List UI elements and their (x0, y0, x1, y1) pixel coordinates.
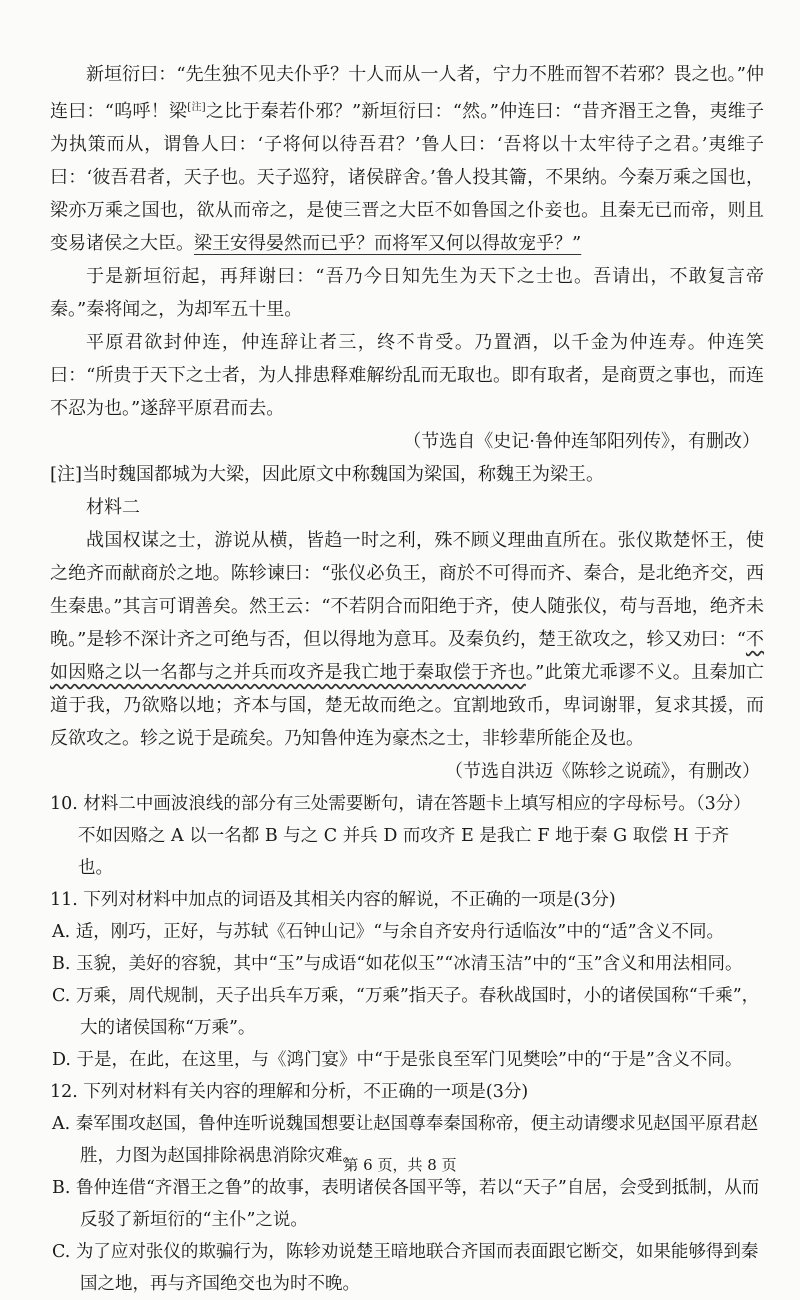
passage2-paragraph (50, 524, 764, 755)
page-footer: 第 6 页，共 8 页 (343, 1156, 457, 1174)
question-11-option-d: D. 于是，在此，在这里，与《鸿门宴》中“于是张良至军门见樊哙”中的“于是”含义不同。 (52, 1050, 743, 1070)
question-10-text: 不如因赂之 A 以一名都 B 与之 C 并兵 D 而攻齐 E 是我亡 F 地于秦 G 取偿 H 于齐也。 (78, 826, 730, 878)
question-12-option-b: B. 鲁仲连借“齐湣王之鲁”的故事，表明诸侯各国平等，若以“天子”自居，会受到抵制，从而反驳了新垣衍的“主仆”之说。 (52, 1178, 760, 1230)
question-12-option-c: C. 为了应对张仪的欺骗行为，陈轸劝说楚王暗地联合齐国而表面跟它断交，如果能够得到秦国之地，再与齐国绝交也为时不晚。 (52, 1242, 759, 1294)
passage2-text: 战国权谋之士，游说从横，皆趋一时之利，殊不顾义理曲直所在。张仪欺楚怀王，使之绝齐而献商於之地。陈轸谏曰：“张仪必负王，商於不可得而齐、秦合，是北绝齐交，西生秦患。”其言可谓善矣。然王云：“不若阴合而阳绝于齐，使人随张仪，苟与吾地，绝齐未晚。”是轸不深计齐之可绝与否，但以得地为意耳。及秦负约，楚王欲攻之，轸又劝曰：“ (50, 530, 764, 650)
passage1-text-cont: 之比于秦若仆邪？”新垣衍曰：“然。”仲连曰：“昔齐湣王之鲁，夷维子为执策而从，谓鲁人曰：‘子将何以待吾君？’鲁人曰：‘吾将以十太牢待子之君。’夷维子曰：‘彼吾君者，天子也。天子巡狩，诸侯辟舍。’鲁人投其籥，不果纳。今秦万乘之国也，梁亦万乘之国也，欲从而帝之，是使三晋之大臣不如鲁国之仆妾也。且秦无已而帝，则且变易诸侯之大臣。 (50, 101, 764, 254)
annotation-note: [注]当时魏国都城为大梁，因此原文中称魏国为梁国，称魏王为梁王。 (50, 464, 605, 485)
question-11-option-a: A. 适，刚巧，正好，与苏轼《石钟山记》“与余自齐安舟行适临汝”中的“适”含义不同。 (52, 922, 725, 942)
passage2-text-cont: 。”此策尤乖谬不义。且秦加亡道于我，乃欲赂以地；齐本与国，楚无故而绝之。宜割地致币，卑词谢罪，复求其援，而反欲攻之。轸之说于是疏矣。乃知鲁仲连为豪杰之士，非轸辈所能企及也。 (50, 662, 765, 749)
passage1-text: 新垣衍曰：“先生独不见夫仆乎？十人而从一人者，宁力不胜而智不若邪？畏之也。”仲连曰：“呜呼！梁 (50, 64, 764, 122)
passage1-source: （节选自《史记·鲁仲连邹阳列传》，有删改） (403, 431, 760, 452)
passage1-paragraph-1 (50, 58, 764, 260)
note-marker: [注] (187, 102, 206, 113)
passage1-paragraph-3: 平原君欲封仲连，仲连辞让者三，终不肯受。乃置酒，以千金为仲连寿。仲连笑曰：“所贵于天下之士者，为人排患释难解纷乱而无取也。即有取者，是商贾之事也，而连不忍为也。”遂辞平原君而去。 (50, 332, 764, 419)
underlined-sentence: 梁王安得晏然而已乎？而将军又何以得故宠乎？” (194, 233, 582, 254)
question-12-option-a: A. 秦军围攻赵国，鲁仲连听说魏国想要让赵国尊奉秦国称帝，便主动请缨求见赵国平原君赵胜，力图为赵国排除祸患消除灾难。 (52, 1114, 759, 1166)
question-11-stem: 11. 下列对材料中加点的词语及其相关内容的解说，不正确的一项是(3分) (50, 890, 616, 910)
question-12-stem: 12. 下列对材料有关内容的理解和分析，不正确的一项是(3分) (50, 1082, 529, 1102)
wavy-underlined-sentence: 不如因赂之以一名都与之并兵而攻齐是我亡地于秦取偿于齐也 (50, 629, 765, 683)
material-two-heading: 材料二 (86, 497, 140, 518)
passage1-paragraph-2: 于是新垣衍起，再拜谢曰：“吾乃今日知先生为天下之士也。吾请出，不敢复言帝秦。”秦将闻之，为却军五十里。 (50, 266, 764, 320)
passage2-source: （节选自洪迈《陈轸之说疏》，有删改） (445, 761, 760, 782)
question-11-option-c: C. 万乘，周代规制，天子出兵车万乘，“万乘”指天子。春秋战国时，小的诸侯国称“千乘”，大的诸侯国称“万乘”。 (52, 986, 760, 1038)
question-11-option-b: B. 玉貌，美好的容貌，其中“玉”与成语“如花似玉”“冰清玉洁”中的“玉”含义和用法相同。 (52, 954, 743, 974)
question-10-stem: 10. 材料二中画波浪线的部分有三处需要断句，请在答题卡上填写相应的字母标号。（3分） (50, 794, 751, 814)
